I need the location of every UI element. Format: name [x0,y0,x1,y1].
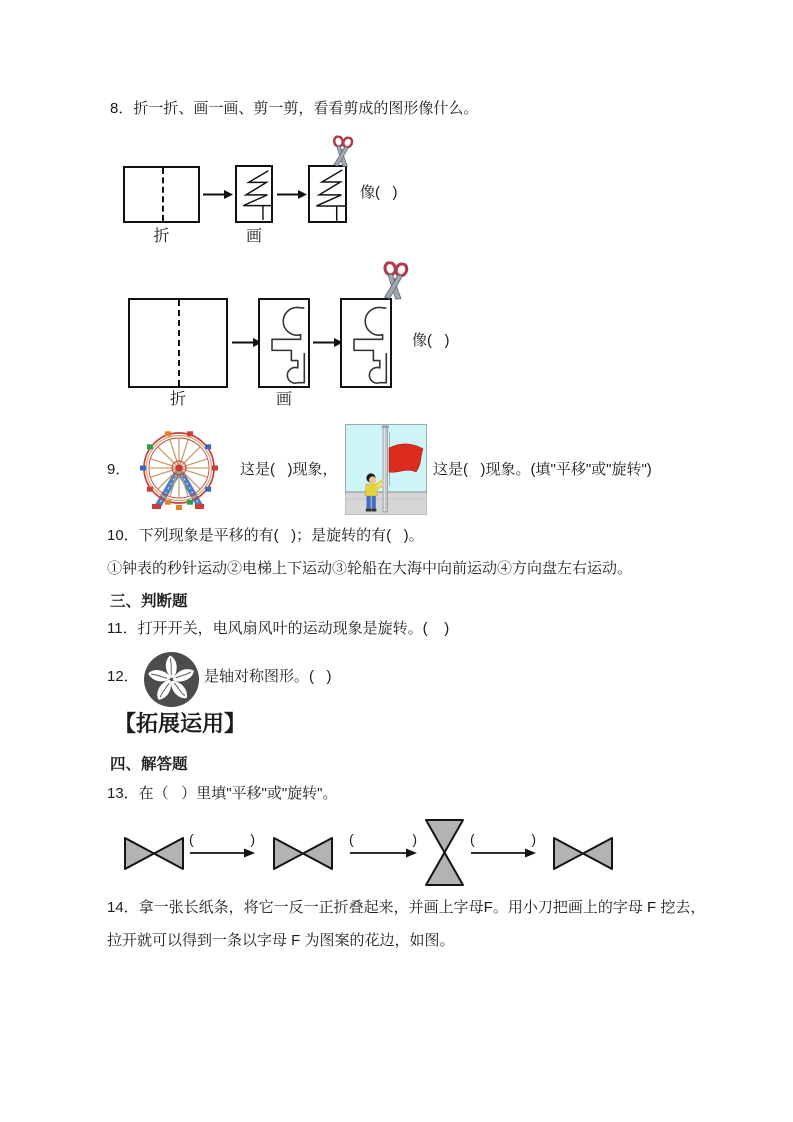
q8-fold-rect-1 [123,166,200,223]
extension-title: 【拓展运用】 [114,711,247,736]
q13-text: 13．在（ ）里填"平移"或"旋转"。 [107,785,338,802]
open-paren: ( [470,831,475,847]
q8-text: 8．折一折、画一画、剪一剪，看看剪成的图形像什么。 [110,100,479,117]
q12-text: 是轴对称图形。( ) [204,668,332,685]
arrow-right-icon [277,189,307,200]
q11-text: 11．打开开关，电风扇风叶的运动现象是旋转。( ) [107,620,450,637]
q8-draw-rect-1 [235,165,273,223]
flag-pole [383,427,388,512]
bowtie-shape [550,836,616,871]
flag-raising-image [345,424,427,515]
red-flag [389,444,423,472]
arrow-right-icon [349,846,417,858]
q8-draw-rect-2 [258,298,310,388]
bauhinia-flower-icon [143,651,200,708]
q8-fold-rect-2 [128,298,228,388]
arrow-right-icon [189,846,255,858]
vertical-bowtie-shape [424,818,465,887]
scissors-icon [329,135,354,169]
q8-cut-rect-1 [308,165,347,223]
q10-line2: ①钟表的秒针运动②电梯上下运动③轮船在大海中向前运动④方向盘左右运动。 [107,560,633,577]
fold-dash-line [178,300,180,386]
q14-line1: 14．拿一张长纸条，将它一反一正折叠起来，并画上字母F。用小刀把画上的字母 F 挖去， [107,899,706,916]
q8-cut-rect-2 [340,298,392,388]
fold-label-1: 折 [153,228,170,245]
close-paren: ) [531,831,536,847]
half-figure-drawing [260,300,308,386]
section4-title: 四、解答题 [110,756,188,773]
half-tree-drawing [237,167,271,221]
draw-label-2: 画 [275,391,292,408]
close-paren: ) [412,831,417,847]
q9-text-after-wheel: 这是( )现象， [240,461,338,478]
q8-like-label-2: 像( ) [412,332,450,349]
scissors-icon [379,261,410,303]
draw-label-1: 画 [245,228,262,245]
arrow-right-icon [470,846,536,858]
q10-line1: 10．下列现象是平移的有( )；是旋转的有( )。 [107,527,424,544]
open-paren: ( [189,831,194,847]
half-figure-drawing [342,300,390,386]
fold-label-2: 折 [169,391,186,408]
arrow-right-icon [203,189,233,200]
q9-text-after-flag: 这是( )现象。(填"平移"或"旋转") [433,461,652,478]
q9-number: 9． [107,461,131,478]
q14-line2: 拉开就可以得到一条以字母 F 为图案的花边，如图。 [107,932,455,949]
bowtie-shape [272,836,334,871]
q13-blank-arrow-1 [189,831,255,858]
q12-number: 12． [107,668,139,685]
half-tree-drawing [310,167,345,221]
close-paren: ) [250,831,255,847]
q13-blank-arrow-3 [470,831,536,858]
arrow-right-icon [313,337,343,348]
q13-blank-arrow-2 [349,831,417,858]
open-paren: ( [349,831,354,847]
ferris-wheel-image [135,424,223,512]
bowtie-shape [123,836,185,871]
section3-title: 三、判断题 [110,593,188,610]
fold-dash-line [162,168,164,221]
q8-like-label-1: 像( ) [360,184,398,201]
